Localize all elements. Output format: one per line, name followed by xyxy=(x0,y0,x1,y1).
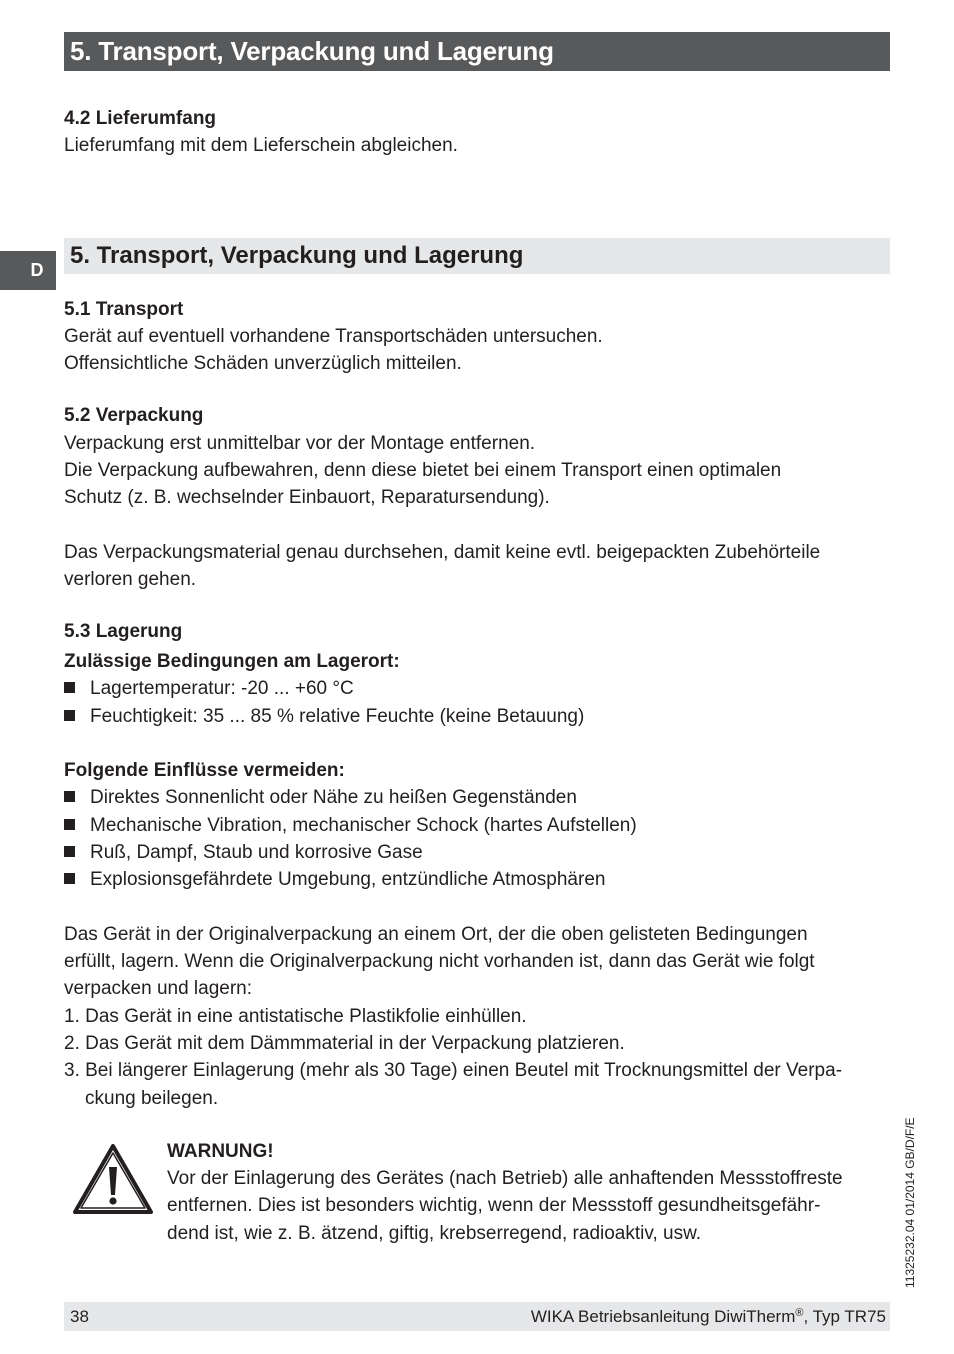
storage-step: 1. Das Gerät in eine antistatische Plastikfolie einhüllen. xyxy=(64,1006,527,1027)
section-5-2-line: Die Verpackung aufbewahren, denn diese bietet bei einem Transport einen optimalen xyxy=(64,460,782,481)
section-5-2-para2-line: verloren gehen. xyxy=(64,569,197,590)
section-5-heading: 5. Transport, Verpackung und Lagerung xyxy=(64,238,890,274)
list-item: Ruß, Dampf, Staub und korrosive Gase xyxy=(64,839,423,866)
storage-para-line: erfüllt, lagern. Wenn die Originalverpackung nicht vorhanden ist, dann das Gerät wie folgt xyxy=(64,951,815,972)
list-item: Lagertemperatur: -20 ... +60 °C xyxy=(64,675,354,702)
section-5-2-para2-line: Das Verpackungsmaterial genau durchsehen, damit keine evtl. beigepackten Zubehörteile xyxy=(64,542,821,563)
bullet-square-icon xyxy=(64,846,75,857)
footer-text: WIKA Betriebsanleitung DiwiTherm®, Typ TR75 xyxy=(530,1307,886,1326)
section-5-2-line: Verpackung erst unmittelbar vor der Montage entfernen. xyxy=(64,433,536,454)
section-5-3-heading: 5.3 Lagerung xyxy=(64,621,183,642)
bullet-square-icon xyxy=(64,682,75,693)
bullet-square-icon xyxy=(64,873,75,884)
storage-conditions-title: Zulässige Bedingungen am Lagerort: xyxy=(64,651,400,672)
warning-line: entfernen. Dies ist besonders wichtig, wenn der Messstoff gesundheitsgefähr- xyxy=(167,1195,821,1216)
section-5-1-line: Offensichtliche Schäden unverzüglich mitteilen. xyxy=(64,353,462,374)
section-4-2-text: Lieferumfang mit dem Lieferschein abgleichen. xyxy=(64,135,458,156)
section-5-2-line: Schutz (z. B. wechselnder Einbauort, Reparatursendung). xyxy=(64,487,550,508)
warning-triangle-icon xyxy=(72,1143,154,1215)
bullet-square-icon xyxy=(64,819,75,830)
page-header-bar: 5. Transport, Verpackung und Lagerung xyxy=(64,32,890,71)
storage-para-line: Das Gerät in der Originalverpackung an einem Ort, der die oben gelisteten Bedingungen xyxy=(64,924,808,945)
list-item: Explosionsgefährdete Umgebung, entzündliche Atmosphären xyxy=(64,866,605,893)
warning-line: dend ist, wie z. B. ätzend, giftig, krebserregend, radioaktiv, usw. xyxy=(167,1223,702,1244)
bullet-square-icon xyxy=(64,791,75,802)
storage-para-line: verpacken und lagern: xyxy=(64,978,253,999)
section-5-1-heading: 5.1 Transport xyxy=(64,299,184,320)
avoid-influences-title: Folgende Einflüsse vermeiden: xyxy=(64,760,345,781)
page-number: 38 xyxy=(70,1307,89,1326)
section-4-2-heading: 4.2 Lieferumfang xyxy=(64,108,217,129)
list-item: Feuchtigkeit: 35 ... 85 % relative Feuchte (keine Betauung) xyxy=(64,703,584,730)
list-item: Mechanische Vibration, mechanischer Schock (hartes Aufstellen) xyxy=(64,812,637,839)
list-item: Direktes Sonnenlicht oder Nähe zu heißen Gegenständen xyxy=(64,784,577,811)
storage-step: 2. Das Gerät mit dem Dämmmaterial in der Verpackung platzieren. xyxy=(64,1033,625,1054)
language-tab: D xyxy=(0,251,56,290)
document-number: 11325232.04 01/2014 GB/D/F/E xyxy=(903,1117,917,1288)
warning-line: Vor der Einlagerung des Gerätes (nach Betrieb) alle anhaftenden Messstoffreste xyxy=(167,1168,843,1189)
storage-step: 3. Bei längerer Einlagerung (mehr als 30 Tage) einen Beutel mit Trocknungsmittel der Verpa- xyxy=(64,1060,843,1081)
page-footer xyxy=(64,1302,890,1331)
section-5-1-line: Gerät auf eventuell vorhandene Transportschäden untersuchen. xyxy=(64,326,603,347)
bullet-square-icon xyxy=(64,710,75,721)
warning-title: WARNUNG! xyxy=(167,1141,274,1162)
storage-step-continuation: ckung beilegen. xyxy=(85,1088,219,1109)
section-5-2-heading: 5.2 Verpackung xyxy=(64,405,204,426)
